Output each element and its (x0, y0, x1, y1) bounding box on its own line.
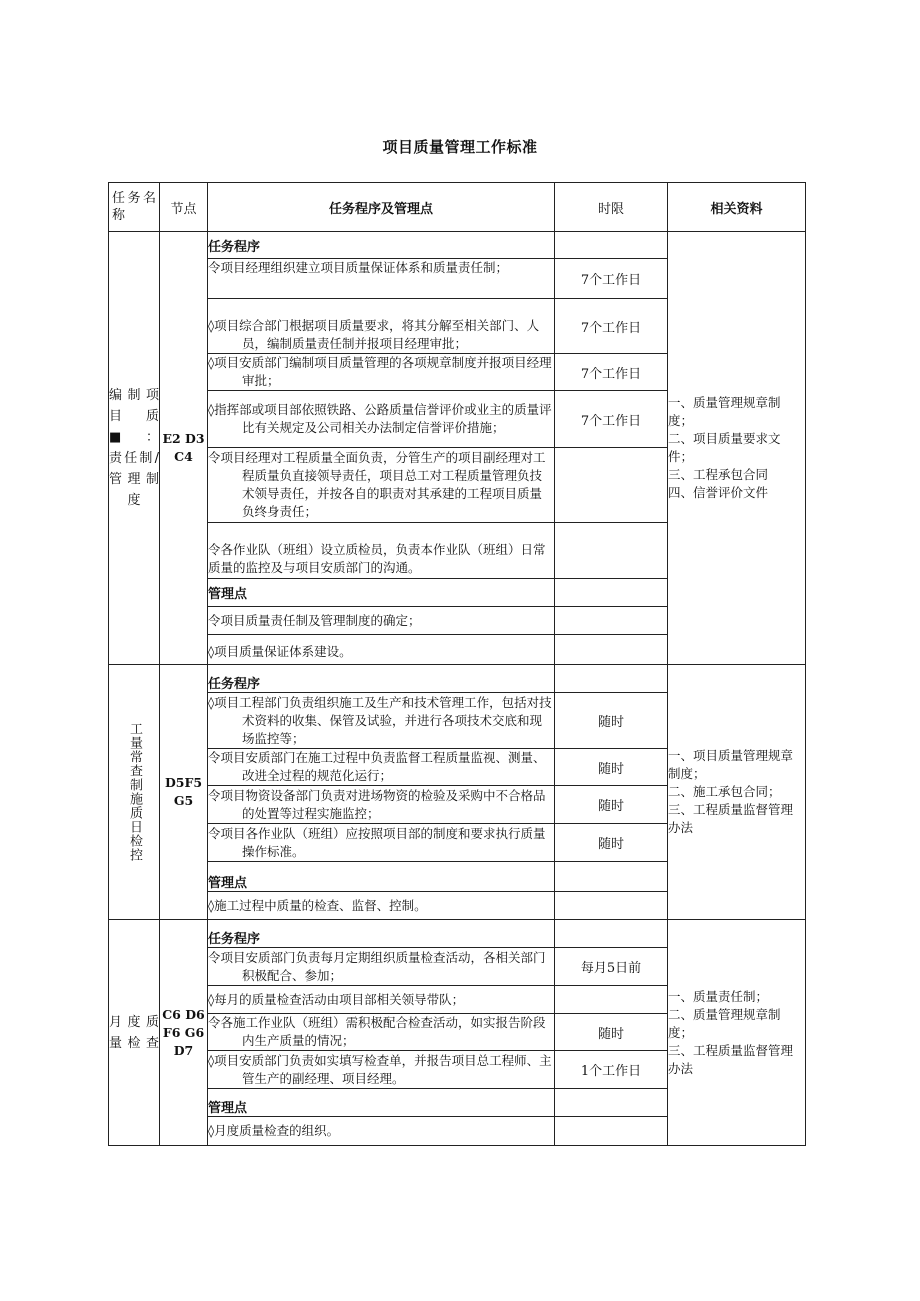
task-text: ◊项目工程部门负责组织施工及生产和技术管理工作，包括对技术资料的收集、保管及试验，并进行各项技术交底和现场监控等； (208, 694, 552, 746)
time-cell-empty (555, 607, 668, 635)
reference-item: 一、质量管理规章制度； (668, 395, 781, 428)
task-time: 随时 (555, 693, 668, 749)
section-1-name-line: 责任制/ (109, 451, 159, 466)
task-text: ◊项目安质部门编制项目质量管理的各项规章制度并报项目经理审批； (208, 355, 552, 388)
page-title: 项目质量管理工作标准 (382, 138, 538, 156)
section-1-name-line: 度 (127, 493, 141, 508)
reference-item: 一、项目质量管理规章制度； (668, 748, 794, 781)
reference-item: 二、施工承包合同； (668, 784, 781, 799)
task-item: ◊每月的质量检查活动由项目部相关领导带队； (208, 986, 555, 1014)
time-cell-empty (555, 665, 668, 693)
header-references: 相关资料 (668, 183, 806, 232)
section-3-control-heading: 管理点 (208, 1089, 555, 1117)
task-time (555, 448, 668, 523)
task-time: 随时 (555, 786, 668, 824)
table-header-row (109, 183, 806, 232)
task-text: 令项目安质部门在施工过程中负责监督工程质量监视、测量、改进全过程的规范化运行； (208, 750, 546, 783)
control-item: ◊月度质量检查的组织。 (208, 1117, 555, 1146)
quality-standard-table (108, 182, 806, 1146)
time-cell-empty (555, 1089, 668, 1117)
task-text: 令项目安质部门负责每月定期组织质量检查活动，各相关部门积极配合、参加； (208, 949, 546, 983)
control-item: ◊施工过程中质量的检查、监督、控制。 (208, 892, 555, 920)
task-time: 随时 (555, 749, 668, 786)
table-row (109, 232, 806, 259)
task-time: 1个工作日 (555, 1051, 668, 1089)
section-3-references (668, 920, 806, 1146)
task-text: 令各施工作业队（班组）需积极配合检查活动，如实报告阶段内生产质量的情况； (208, 1015, 546, 1048)
control-item: 令项目质量责任制及管理制度的确定； (208, 607, 555, 635)
task-text: 令项目物资设备部门负责对进场物资的检验及采购中不合格品的处置等过程实施监控； (208, 787, 546, 821)
header-task-program: 任务程序及管理点 (208, 183, 555, 232)
task-text: ◊项目综合部门根据项目质量要求，将其分解至相关部门、人员，编制质量责任制并报项目经理审批； (208, 318, 540, 351)
reference-item: 三、工程质量监督管理办法 (668, 1042, 794, 1076)
time-cell-empty (555, 862, 668, 892)
time-cell-empty (555, 635, 668, 665)
task-item (208, 448, 555, 523)
time-cell-empty (555, 232, 668, 259)
section-1-name-line: 目质■： (109, 409, 159, 445)
section-3-name (109, 920, 160, 1146)
task-text: ◊指挥部或项目部依照铁路、公路质量信誉评价或业主的质量评比有关规定及公司相关办法制定信誉评价措施； (208, 402, 552, 435)
task-item: 令各作业队（班组）设立质检员，负责本作业队（班组）日常质量的监控及与项目安质部门的沟通。 (208, 523, 555, 579)
task-time (555, 523, 668, 579)
task-time: 7个工作日 (555, 354, 668, 391)
task-time: 每月5日前 (555, 948, 668, 986)
time-cell-empty (555, 920, 668, 948)
section-1-references (668, 232, 806, 665)
section-3-nodes: C6 D6 F6 G6 D7 (160, 920, 208, 1146)
task-time: 7个工作日 (555, 391, 668, 448)
task-item (208, 749, 555, 786)
reference-item: 三、工程承包合同 (668, 467, 769, 482)
reference-item: 二、项目质量要求文件； (668, 431, 781, 464)
reference-item: 四、信誉评价文件 (668, 485, 769, 500)
task-item (208, 1014, 555, 1051)
section-1-control-heading: 管理点 (208, 579, 555, 607)
reference-item: 三、工程质量监督管理办法 (668, 802, 794, 835)
task-item (208, 391, 555, 448)
task-text: 令项目各作业队（班组）应按照项目部的制度和要求执行质量操作标准。 (208, 825, 546, 859)
header-node: 节点 (160, 183, 208, 232)
section-2-nodes: D5F5 G5 (160, 665, 208, 920)
section-1-name (109, 232, 160, 665)
section-1-nodes: E2 D3 C4 (160, 232, 208, 665)
task-time (555, 986, 668, 1014)
reference-item: 二、质量管理规章制度； (668, 1006, 781, 1040)
task-time: 7个工作日 (555, 259, 668, 299)
task-item (208, 1051, 555, 1089)
task-text: 令项目经理对工程质量全面负责，分管生产的项目副经理对工程质量负直接领导责任，项目总工对工程质量管理负技术领导责任，并按各自的职责对其承建的工程项目质量负终身责任； (208, 450, 546, 519)
time-cell-empty (555, 579, 668, 607)
section-2-program-heading: 任务程序 (208, 665, 555, 693)
section-1-program-heading: 任务程序 (208, 232, 555, 259)
task-time: 7个工作日 (555, 299, 668, 354)
header-time-limit: 时限 (555, 183, 668, 232)
task-item (208, 786, 555, 824)
task-item: 令项目经理组织建立项目质量保证体系和质量责任制； (208, 259, 555, 299)
task-item (208, 693, 555, 749)
section-2-name (109, 665, 160, 920)
time-cell-empty (555, 892, 668, 920)
time-cell-empty (555, 1117, 668, 1146)
table-row (109, 920, 806, 948)
control-item: ◊项目质量保证体系建设。 (208, 635, 555, 665)
task-time: 随时 (555, 824, 668, 862)
task-item (208, 948, 555, 986)
task-item (208, 354, 555, 391)
section-3-program-heading: 任务程序 (208, 920, 555, 948)
section-2-references (668, 665, 806, 920)
section-3-name-line: 量检查 (109, 1035, 159, 1051)
section-1-name-line: 管理制 (109, 472, 159, 487)
task-time: 随时 (555, 1014, 668, 1051)
header-task-name: 任务名称 (109, 183, 160, 232)
section-3-name-line: 月度质 (109, 1014, 159, 1030)
section-1-name-line: 编制项 (109, 388, 159, 403)
table-row (109, 665, 806, 693)
task-item (208, 824, 555, 862)
task-item (208, 299, 555, 354)
section-2-control-heading: 管理点 (208, 862, 555, 892)
section-2-name-text: 工量常查制施质日检控 (127, 722, 142, 862)
task-text: ◊项目安质部门负责如实填写检查单，并报告项目总工程师、主管生产的副经理、项目经理。 (208, 1052, 552, 1086)
reference-item: 一、质量责任制； (668, 988, 769, 1004)
